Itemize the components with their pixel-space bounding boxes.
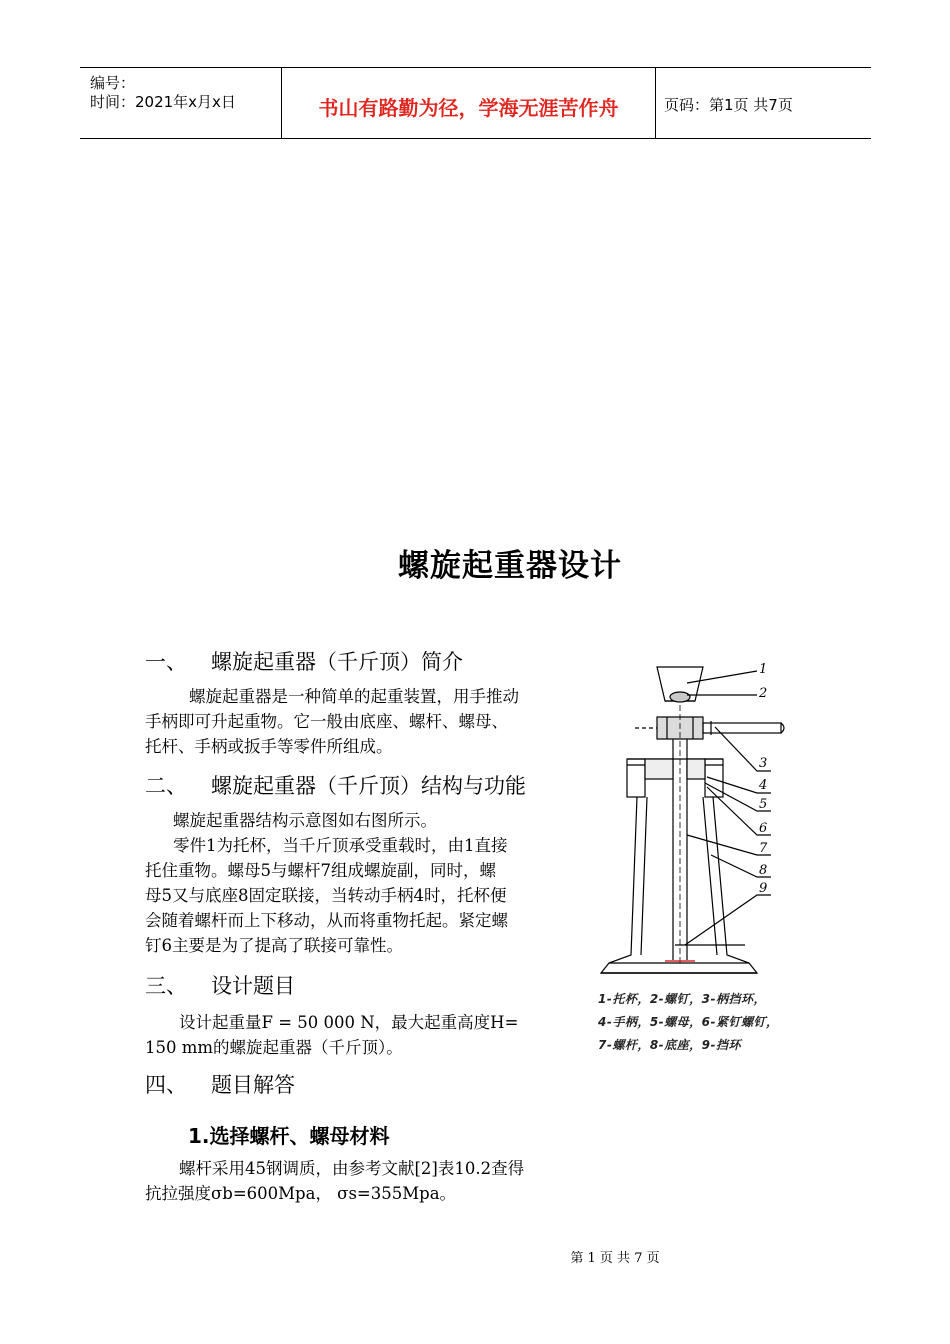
part-label: 7 — [759, 841, 768, 856]
document-number: 编号： — [90, 74, 136, 92]
section-number: 二、 — [145, 774, 187, 798]
section-number: 三、 — [145, 974, 187, 998]
page-footer: 第 1 页 共 7 页 — [570, 1251, 660, 1266]
section-1-paragraph — [145, 684, 590, 759]
section-number: 四、 — [145, 1073, 187, 1097]
section-heading-text: 题目解答 — [211, 1073, 295, 1097]
part-label: 1 — [759, 662, 768, 677]
section-2-heading — [145, 770, 526, 800]
part-label: 2 — [759, 686, 768, 701]
subsection-1-heading: 1.选择螺杆、螺母材料 — [188, 1124, 390, 1148]
part-label: 4 — [759, 778, 768, 793]
part-label: 8 — [759, 863, 768, 878]
section-3-heading — [145, 970, 295, 1000]
section-1-heading — [145, 646, 463, 676]
text-line: 钉6主要是为了提高了联接可靠性。 — [145, 936, 403, 955]
text-line: 螺旋起重器是一种简单的起重装置，用手推动 — [189, 687, 519, 706]
text-line: 会随着螺杆而上下移动，从而将重物托起。紧定螺 — [145, 911, 508, 930]
part-label: 9 — [759, 881, 768, 896]
section-heading-text: 螺旋起重器（千斤顶）结构与功能 — [211, 774, 526, 798]
text-line: 零件1为托杯，当千斤顶承受重载时，由1直接 — [173, 836, 508, 855]
text-line: 设计起重量F = 50 000 N，最大起重高度H= — [179, 1013, 519, 1032]
header-right-cell — [655, 68, 871, 138]
part-label: 6 — [759, 821, 768, 836]
text-line: 托住重物。螺母5与螺杆7组成螺旋副，同时，螺 — [145, 861, 496, 880]
header-left-cell — [80, 68, 281, 138]
section-4-heading — [145, 1069, 295, 1099]
section-3-paragraph — [145, 1010, 590, 1060]
text-line: 螺旋起重器结构示意图如右图所示。 — [173, 811, 437, 830]
section-2-paragraph — [145, 808, 590, 958]
text-line: 手柄即可升起重物。它一般由底座、螺杆、螺母、 — [145, 712, 508, 731]
document-date: 时间：2021年x月x日 — [90, 93, 236, 111]
section-number: 一、 — [145, 650, 187, 674]
header-motto: 书山有路勤为径，学海无涯苦作舟 — [318, 96, 619, 120]
figure-caption-line: 4-手柄，5-螺母，6-紧钉螺钉， — [598, 1015, 779, 1029]
part-label: 5 — [759, 797, 768, 812]
part-label: 3 — [759, 756, 768, 771]
text-line: 150 mm的螺旋起重器（千斤顶）。 — [145, 1038, 403, 1057]
document-title: 螺旋起重器设计 — [398, 548, 622, 584]
text-line: 抗拉强度σb=600Mpa， σs=355Mpa。 — [145, 1184, 457, 1203]
text-line: 托杆、手柄或扳手等零件所组成。 — [145, 737, 393, 756]
subsection-1-paragraph — [145, 1156, 605, 1206]
section-heading-text: 设计题目 — [211, 974, 295, 998]
header-center-cell — [281, 68, 656, 138]
text-line: 母5又与底座8固定联接，当转动手柄4时，托杯便 — [145, 886, 507, 905]
page-header — [80, 67, 871, 139]
text-line: 螺杆采用45钢调质，由参考文献[2]表10.2查得 — [179, 1159, 525, 1178]
figure-caption-line: 1-托杯，2-螺钉，3-柄挡环， — [598, 992, 766, 1006]
figure-caption-line: 7-螺杆，8-底座，9-挡环 — [598, 1038, 741, 1052]
section-heading-text: 螺旋起重器（千斤顶）简介 — [211, 650, 463, 674]
header-page-info: 页码：第1页 共7页 — [664, 96, 793, 114]
